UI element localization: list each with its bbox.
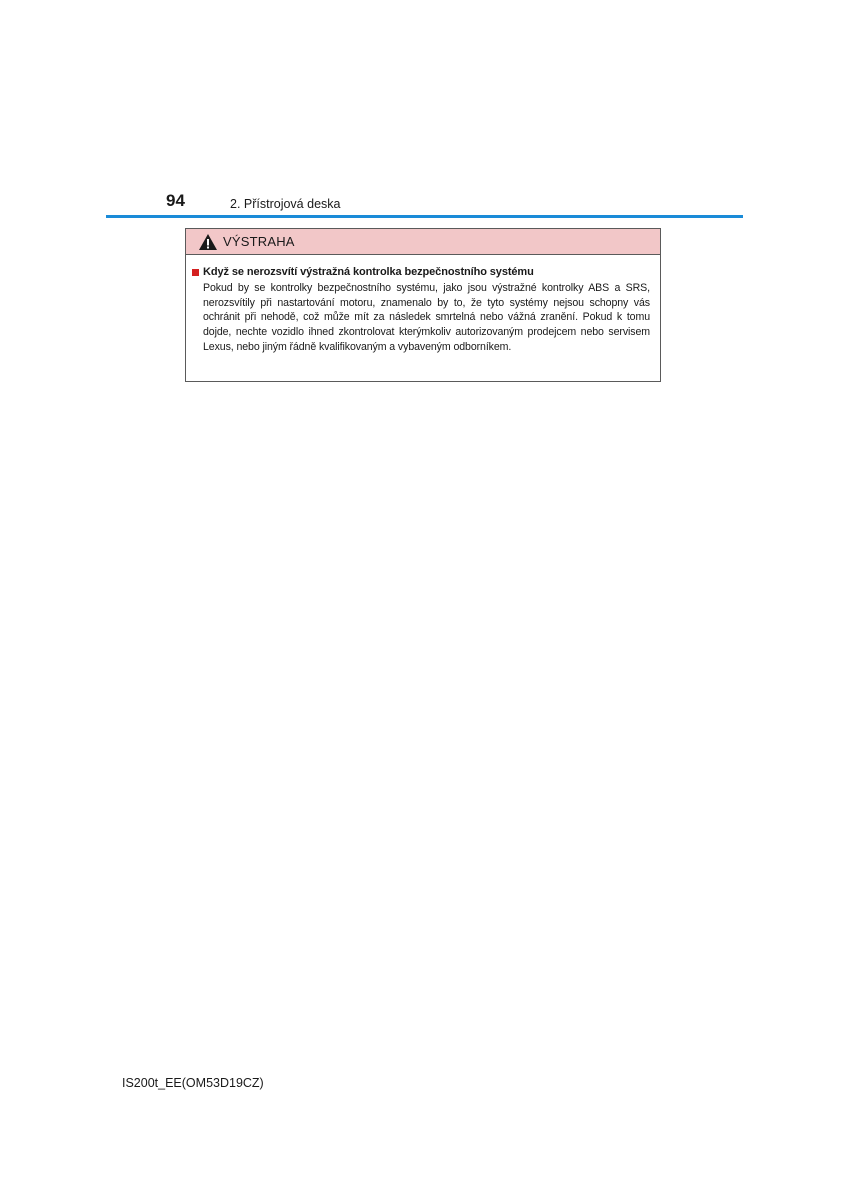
- warning-item-heading-text: Když se nerozsvítí výstražná kontrolka bezpečnostního systému: [203, 266, 534, 278]
- header-rule: [106, 215, 743, 218]
- warning-header: [186, 229, 660, 255]
- warning-item-heading: [192, 265, 650, 280]
- warning-label: VÝSTRAHA: [223, 234, 295, 249]
- red-square-bullet-icon: [192, 269, 199, 276]
- warning-triangle-icon: [198, 233, 218, 251]
- footer-document-code: IS200t_EE(OM53D19CZ): [122, 1076, 264, 1090]
- warning-item-text: Pokud by se kontrolky bezpečnostního systému, jako jsou výstražné kontrolky ABS a SRS, nerozsvítily při nastartování motoru, znamenalo by to, že tyto systémy nejsou schopny vás ochránit při nehodě, což může mít za následek smrtelná nebo vážná zranění. Pokud k tomu dojde, nechte vozidlo ihned zkontrolovat kterýmkoliv autorizovaným prodejcem nebo servisem Lexus, nebo jiným řádně kvalifikovaným a vybaveným odborníkem.: [203, 282, 650, 353]
- warning-box: [185, 228, 661, 382]
- warning-body: [186, 255, 660, 355]
- section-title: 2. Přístrojová deska: [230, 197, 341, 211]
- page-number: 94: [166, 191, 185, 210]
